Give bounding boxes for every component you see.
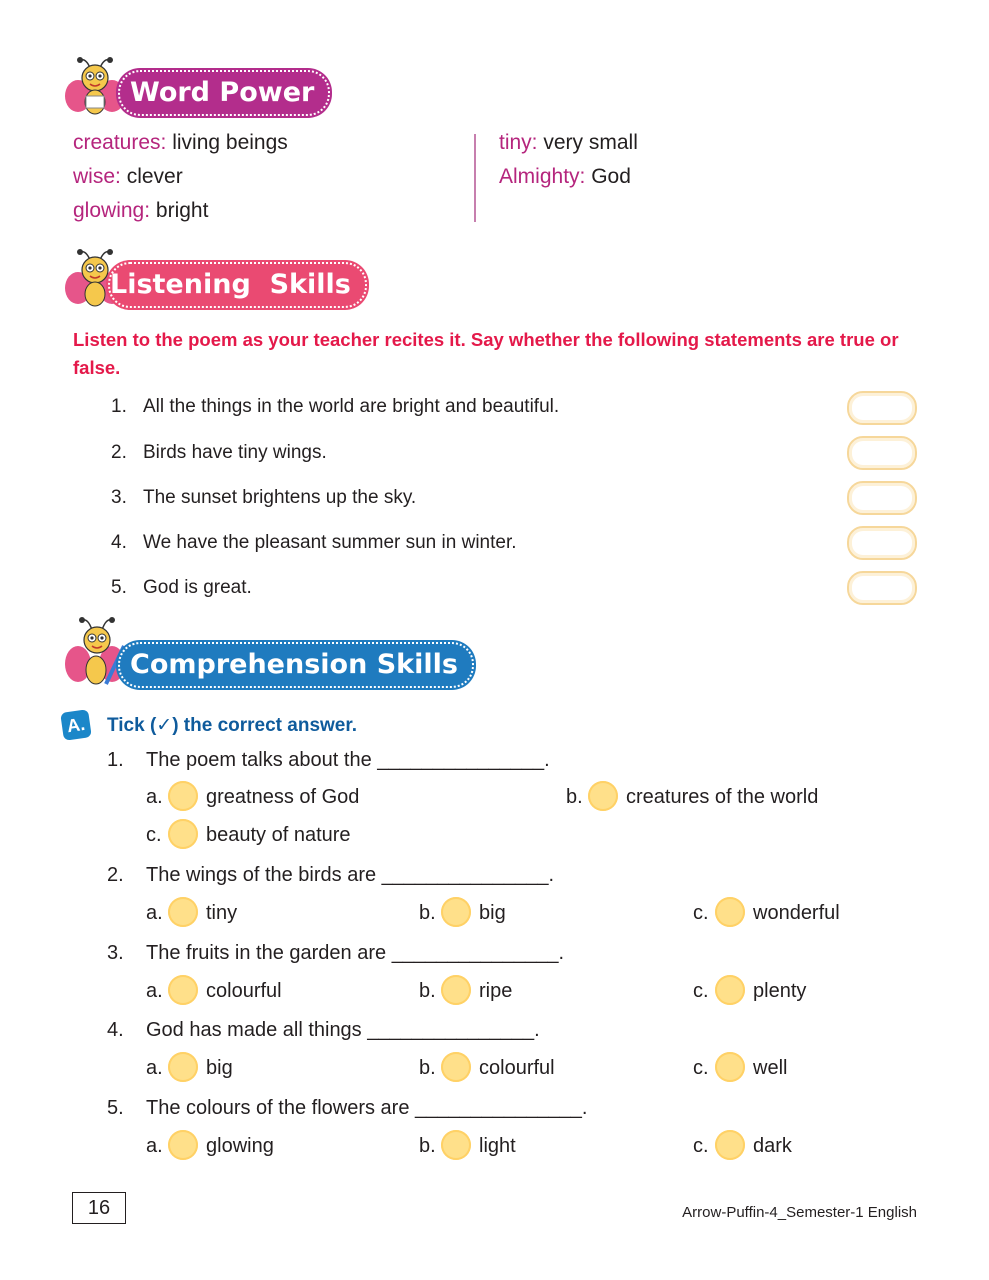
tick-circle[interactable] — [715, 975, 745, 1005]
listening-instruction: Listen to the poem as your teacher recites it. Say whether the following statements are true or false. — [73, 329, 899, 378]
word-entry — [499, 126, 879, 160]
option-letter: a. — [146, 1135, 163, 1157]
word-meaning: living beings — [166, 131, 288, 154]
tick-circle[interactable] — [441, 975, 471, 1005]
tick-circle[interactable] — [441, 897, 471, 927]
true-false-answer-box[interactable] — [847, 571, 917, 605]
statement-text: The sunset brightens up the sky. — [143, 487, 417, 508]
true-false-answer-box[interactable] — [847, 436, 917, 470]
option-text: creatures of the world — [626, 786, 819, 808]
question — [107, 1095, 587, 1121]
statement-text: God is great. — [143, 577, 252, 598]
statement-item — [111, 575, 252, 601]
listening-skills-banner — [58, 262, 351, 306]
option-text: wonderful — [753, 902, 840, 924]
statement-text: All the things in the world are bright and beautiful. — [143, 396, 560, 417]
option-letter: b. — [419, 1057, 436, 1079]
answer-option[interactable] — [146, 1053, 233, 1084]
option-text: beauty of nature — [206, 824, 351, 846]
statement-text: Birds have tiny wings. — [143, 442, 327, 463]
tick-circle[interactable] — [168, 1130, 198, 1160]
option-letter: b. — [419, 980, 436, 1002]
word-entry — [73, 126, 453, 160]
statement-text: We have the pleasant summer sun in winter. — [143, 532, 517, 553]
answer-option[interactable] — [419, 1131, 516, 1162]
option-text: plenty — [753, 980, 807, 1002]
comprehension-skills-title: Comprehension Skills — [118, 642, 474, 688]
question — [107, 747, 550, 773]
task-a-badge: A. — [60, 709, 92, 741]
tick-circle[interactable] — [168, 1052, 198, 1082]
question-number: 2. — [107, 864, 124, 886]
question-number: 5. — [107, 1097, 124, 1119]
tick-circle[interactable] — [168, 819, 198, 849]
listening-skills-title: Listening Skills — [108, 262, 367, 308]
comprehension-skills-banner — [62, 642, 458, 686]
true-false-answer-box[interactable] — [847, 481, 917, 515]
option-letter: c. — [693, 1135, 709, 1157]
option-text: greatness of God — [206, 786, 360, 808]
option-letter: b. — [566, 786, 583, 808]
tick-circle[interactable] — [168, 781, 198, 811]
option-text: glowing — [206, 1135, 274, 1157]
statement-number: 3. — [111, 487, 127, 508]
statement-item — [111, 485, 416, 511]
option-letter: b. — [419, 902, 436, 924]
question-text: The fruits in the garden are _______________. — [146, 942, 565, 964]
question-number: 3. — [107, 942, 124, 964]
answer-option[interactable] — [419, 976, 512, 1007]
word-term: glowing: — [73, 199, 151, 222]
word-term: tiny: — [499, 131, 538, 154]
option-text: well — [753, 1057, 788, 1079]
word-power-divider — [474, 134, 476, 222]
word-meaning: very small — [537, 131, 638, 154]
word-term: Almighty: — [499, 165, 586, 188]
question — [107, 940, 564, 966]
tick-circle[interactable] — [715, 1052, 745, 1082]
tick-circle[interactable] — [168, 897, 198, 927]
option-text: colourful — [479, 1057, 555, 1079]
word-power-title: Word Power — [118, 70, 330, 116]
page-number: 16 — [72, 1192, 126, 1224]
option-text: dark — [753, 1135, 792, 1157]
option-text: light — [479, 1135, 516, 1157]
word-term: creatures: — [73, 131, 167, 154]
answer-option[interactable] — [693, 898, 840, 929]
word-meaning: clever — [120, 165, 183, 188]
answer-option[interactable] — [146, 820, 351, 851]
option-letter: c. — [693, 980, 709, 1002]
statement-item — [111, 530, 517, 556]
word-power-banner — [58, 70, 315, 114]
statement-number: 4. — [111, 532, 127, 553]
question-number: 1. — [107, 749, 124, 771]
word-power-right-column — [499, 126, 879, 194]
question-text: The poem talks about the _______________. — [146, 749, 550, 771]
statement-item — [111, 440, 327, 466]
tick-circle[interactable] — [715, 1130, 745, 1160]
question-number: 4. — [107, 1019, 124, 1041]
true-false-answer-box[interactable] — [847, 526, 917, 560]
statement-number: 2. — [111, 442, 127, 463]
option-text: big — [206, 1057, 233, 1079]
question-text: God has made all things _______________. — [146, 1019, 540, 1041]
answer-option[interactable] — [146, 1131, 274, 1162]
answer-option[interactable] — [693, 1131, 792, 1162]
question — [107, 1017, 540, 1043]
word-meaning: bright — [150, 199, 209, 222]
word-power-left-column — [73, 126, 453, 228]
question — [107, 862, 554, 888]
option-letter: c. — [146, 824, 162, 846]
word-term: wise: — [73, 165, 121, 188]
true-false-answer-box[interactable] — [847, 391, 917, 425]
answer-option[interactable] — [419, 898, 506, 929]
option-letter: c. — [693, 1057, 709, 1079]
word-entry — [73, 194, 453, 228]
statement-item — [111, 394, 559, 420]
tick-circle[interactable] — [441, 1052, 471, 1082]
answer-option[interactable] — [566, 782, 818, 813]
option-letter: c. — [693, 902, 709, 924]
option-letter: a. — [146, 1057, 163, 1079]
answer-option[interactable] — [419, 1053, 555, 1084]
option-text: big — [479, 902, 506, 924]
answer-option[interactable] — [693, 976, 806, 1007]
answer-option[interactable] — [146, 782, 359, 813]
tick-circle[interactable] — [168, 975, 198, 1005]
word-meaning: God — [585, 165, 631, 188]
option-text: tiny — [206, 902, 238, 924]
word-entry — [73, 160, 453, 194]
word-entry — [499, 160, 879, 194]
book-title-footer: Arrow-Puffin-4_Semester-1 English — [682, 1204, 917, 1221]
option-letter: a. — [146, 902, 163, 924]
task-a-instruction: Tick (✓) the correct answer. — [107, 715, 357, 736]
option-text: colourful — [206, 980, 282, 1002]
option-letter: b. — [419, 1135, 436, 1157]
answer-option[interactable] — [146, 898, 237, 929]
tick-circle[interactable] — [588, 781, 618, 811]
question-text: The wings of the birds are _______________. — [146, 864, 555, 886]
option-letter: a. — [146, 980, 163, 1002]
statement-number: 5. — [111, 577, 127, 598]
answer-option[interactable] — [146, 976, 282, 1007]
question-text: The colours of the flowers are _______________. — [146, 1097, 588, 1119]
option-letter: a. — [146, 786, 163, 808]
answer-option[interactable] — [693, 1053, 787, 1084]
statement-number: 1. — [111, 396, 127, 417]
tick-circle[interactable] — [441, 1130, 471, 1160]
tick-circle[interactable] — [715, 897, 745, 927]
option-text: ripe — [479, 980, 513, 1002]
